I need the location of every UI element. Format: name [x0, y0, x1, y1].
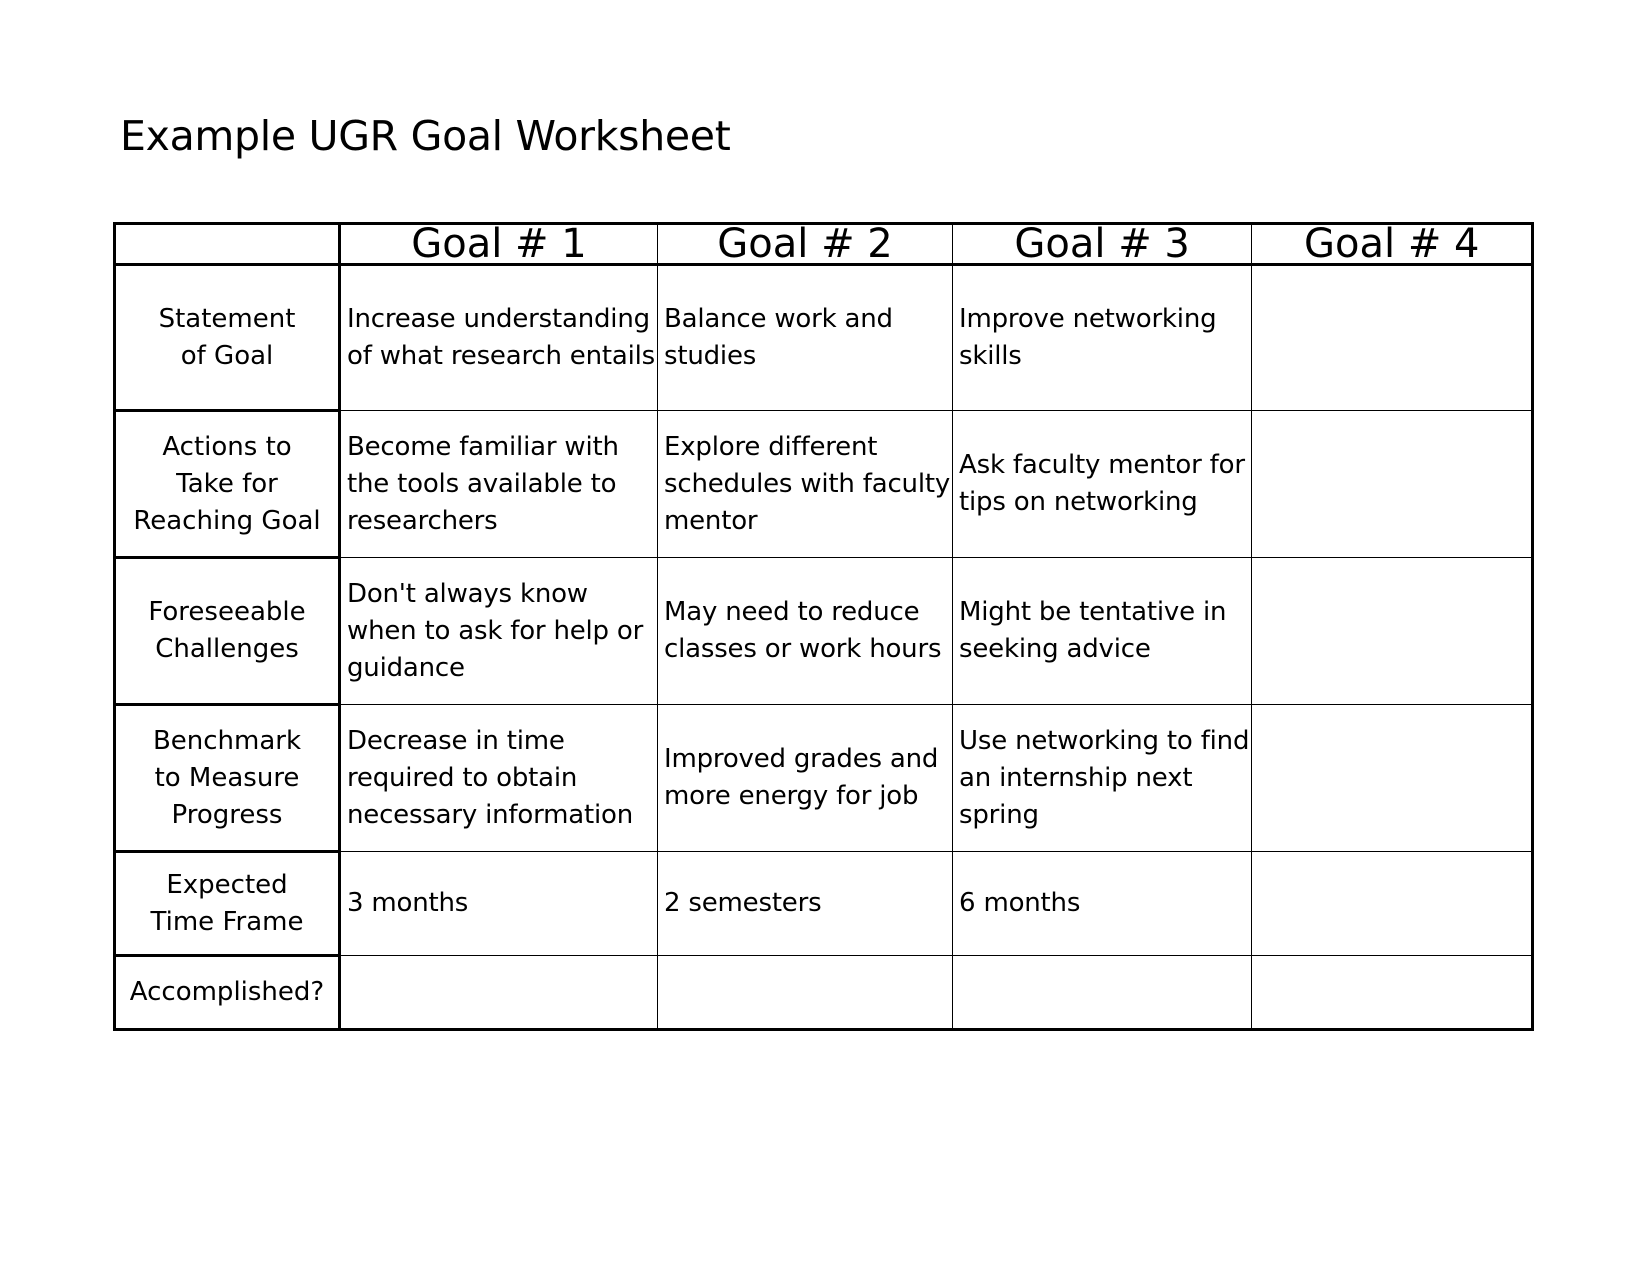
- row-label-expected-time-frame: [115, 852, 340, 956]
- cell-goal-1-statement: [340, 265, 658, 411]
- cell-line: Improved grades and: [664, 744, 939, 774]
- cell-goal-4-benchmark: [1252, 705, 1533, 852]
- header-row: [115, 224, 1533, 265]
- cell-line: an internship next: [959, 762, 1193, 793]
- row-label-foreseeable-challenges: [115, 558, 340, 705]
- cell-goal-2-time-frame: [658, 852, 953, 956]
- page-title: Example UGR Goal Worksheet: [120, 112, 731, 160]
- cell-line: 3 months: [347, 888, 469, 918]
- cell-goal-4-challenges: [1252, 558, 1533, 705]
- cell-line: Increase understanding: [347, 304, 650, 334]
- table-row-expected-time-frame: [115, 852, 1533, 956]
- cell-goal-3-time-frame: [953, 852, 1252, 956]
- row-label-line: Statement: [158, 303, 296, 334]
- cell-line: Might be tentative in: [959, 597, 1227, 627]
- cell-goal-2-actions: [658, 411, 953, 558]
- row-label-line: Benchmark: [152, 725, 302, 756]
- cell-line: Improve networking: [959, 304, 1217, 334]
- cell-goal-2-challenges: [658, 558, 953, 705]
- cell-goal-1-time-frame: [340, 852, 658, 956]
- cell-line: of what research entails: [347, 341, 655, 371]
- cell-line: tips on networking: [959, 487, 1198, 517]
- cell-line: 2 semesters: [664, 888, 822, 918]
- row-label-line: to Measure: [154, 762, 300, 793]
- row-label-line: Accomplished?: [129, 977, 325, 1007]
- cell-line: May need to reduce: [664, 597, 920, 627]
- cell-line: 6 months: [959, 888, 1081, 918]
- table-row-statement-of-goal: [115, 265, 1533, 411]
- row-label-benchmark: [115, 705, 340, 852]
- cell-goal-3-actions: [953, 411, 1252, 558]
- row-label-line: Progress: [171, 799, 283, 830]
- cell-goal-1-challenges: [340, 558, 658, 705]
- cell-line: when to ask for help or: [347, 615, 644, 646]
- cell-goal-4-time-frame: [1252, 852, 1533, 956]
- cell-goal-2-accomplished: [658, 956, 953, 1030]
- cell-goal-4-actions: [1252, 411, 1533, 558]
- goal-2-header: Goal # 2: [658, 224, 953, 265]
- cell-line: Decrease in time: [347, 725, 565, 756]
- row-label-line: Challenges: [155, 634, 299, 664]
- goal-4-header: Goal # 4: [1252, 224, 1533, 265]
- cell-line: Don't always know: [347, 578, 588, 609]
- cell-line: more energy for job: [664, 781, 919, 811]
- row-label-line: Foreseeable: [148, 597, 306, 627]
- cell-line: mentor: [664, 505, 758, 536]
- cell-goal-4-accomplished: [1252, 956, 1533, 1030]
- cell-line: spring: [959, 799, 1039, 830]
- row-label-line: of Goal: [180, 340, 274, 371]
- cell-line: classes or work hours: [664, 634, 942, 664]
- table-row-accomplished: [115, 956, 1533, 1030]
- cell-line: Balance work and: [664, 304, 893, 334]
- cell-goal-3-challenges: [953, 558, 1252, 705]
- cell-goal-3-benchmark: [953, 705, 1252, 852]
- header-corner-cell: [115, 224, 340, 265]
- row-label-line: Take for: [176, 468, 278, 499]
- cell-goal-1-accomplished: [340, 956, 658, 1030]
- cell-line: Use networking to find: [959, 725, 1250, 756]
- cell-line: studies: [664, 341, 757, 371]
- row-label-line: Expected: [166, 869, 288, 900]
- cell-goal-4-statement: [1252, 265, 1533, 411]
- row-label-line: Reaching Goal: [133, 505, 321, 536]
- row-label-actions-to-take: [115, 411, 340, 558]
- cell-goal-1-benchmark: [340, 705, 658, 852]
- cell-line: Become familiar with: [347, 431, 619, 462]
- row-label-statement-of-goal: [115, 265, 340, 411]
- cell-line: necessary information: [347, 799, 633, 830]
- table-row-foreseeable-challenges: [115, 558, 1533, 705]
- cell-line: researchers: [347, 505, 498, 536]
- table-row-actions-to-take: [115, 411, 1533, 558]
- goal-worksheet-table: [113, 222, 1534, 1031]
- row-label-line: Time Frame: [150, 906, 304, 937]
- table-row-benchmark: [115, 705, 1533, 852]
- cell-line: schedules with faculty: [664, 468, 951, 499]
- cell-goal-1-actions: [340, 411, 658, 558]
- cell-line: required to obtain: [347, 762, 578, 793]
- row-label-line: Actions to: [162, 431, 292, 462]
- goal-1-header: Goal # 1: [340, 224, 658, 265]
- cell-line: the tools available to: [347, 468, 617, 499]
- cell-line: Explore different: [664, 431, 878, 462]
- cell-goal-2-statement: [658, 265, 953, 411]
- cell-line: guidance: [347, 652, 465, 683]
- cell-goal-3-accomplished: [953, 956, 1252, 1030]
- cell-goal-2-benchmark: [658, 705, 953, 852]
- cell-line: skills: [959, 341, 1022, 371]
- cell-goal-3-statement: [953, 265, 1252, 411]
- cell-line: Ask faculty mentor for: [959, 450, 1245, 480]
- cell-line: seeking advice: [959, 634, 1151, 664]
- goal-3-header: Goal # 3: [953, 224, 1252, 265]
- row-label-accomplished: [115, 956, 340, 1030]
